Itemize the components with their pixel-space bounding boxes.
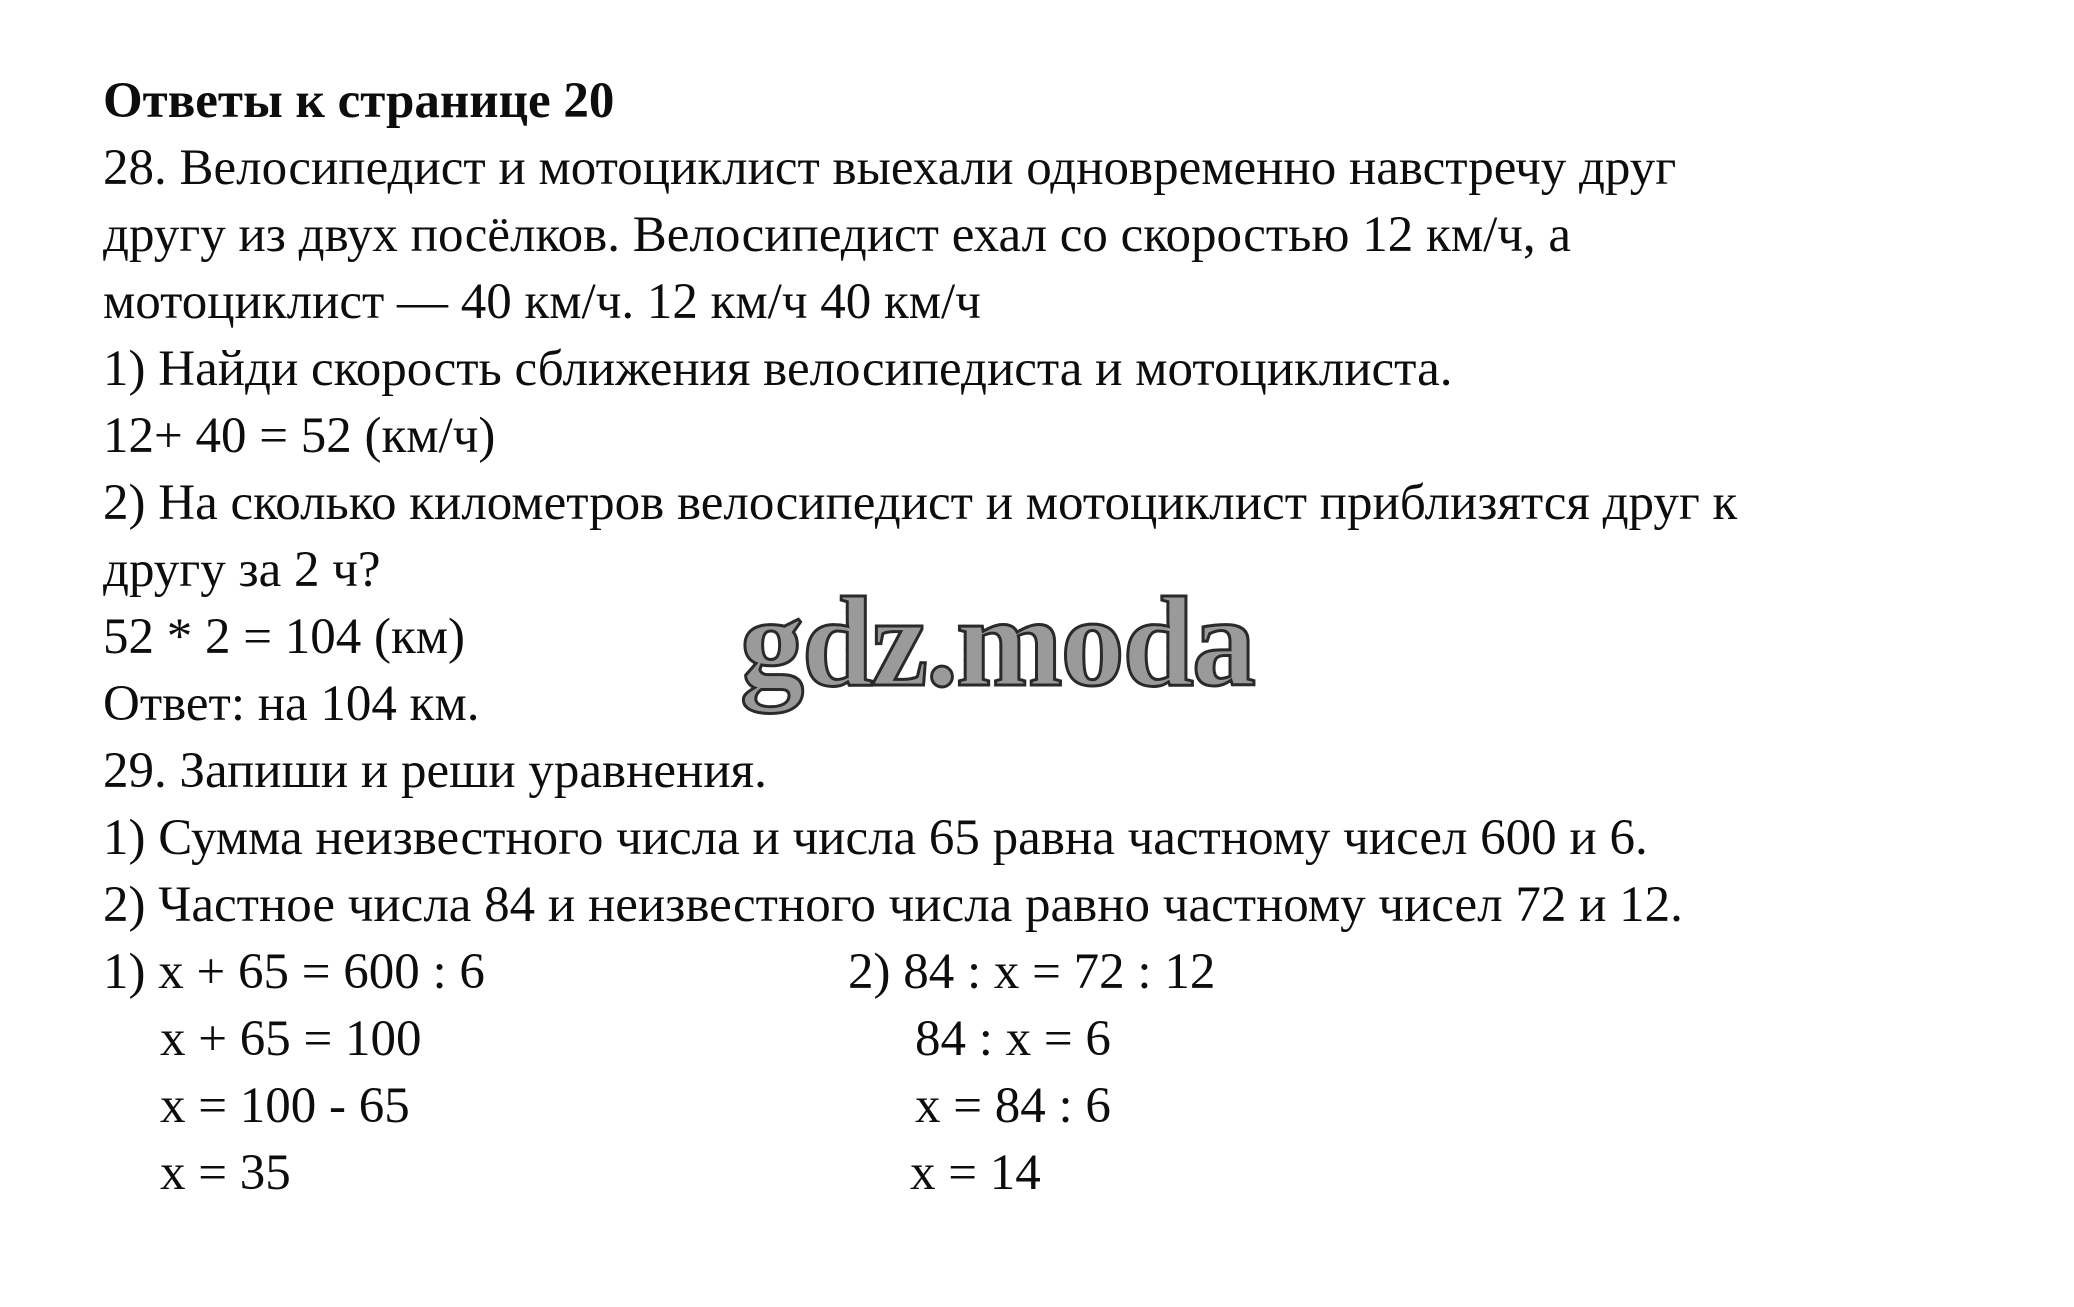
task28-final-answer: Ответ: на 104 км. (103, 676, 480, 732)
equation-1-line-4: x = 35 (160, 1145, 291, 1201)
equation-2-line-3: x = 84 : 6 (915, 1078, 1111, 1134)
watermark-logo: gdz.moda (740, 571, 1254, 713)
equation-2-line-4: x = 14 (910, 1145, 1041, 1201)
equation-2-line-2: 84 : x = 6 (915, 1011, 1111, 1067)
task28-statement-line-3: мотоциклист — 40 км/ч. 12 км/ч 40 км/ч (103, 274, 981, 330)
task28-question-1: 1) Найди скорость сближения велосипедиста и мотоциклиста. (103, 341, 1453, 397)
page-title: Ответы к странице 20 (103, 73, 615, 129)
task29-statement: 29. Запиши и реши уравнения. (103, 743, 767, 799)
task28-statement-line-1: 28. Велосипедист и мотоциклист выехали одновременно навстречу друг (103, 140, 1677, 196)
equation-1-line-3: x = 100 - 65 (160, 1078, 410, 1134)
task29-question-2: 2) Частное числа 84 и неизвестного числа равно частному чисел 72 и 12. (103, 877, 1683, 933)
task28-answer-1: 12+ 40 = 52 (км/ч) (103, 408, 496, 464)
task28-question-2-line-1: 2) На сколько километров велосипедист и мотоциклист приблизятся друг к (103, 475, 1738, 531)
task28-question-2-line-2: другу за 2 ч? (103, 542, 381, 598)
task28-statement-line-2: другу из двух посёлков. Велосипедист ехал со скоростью 12 км/ч, а (103, 207, 1572, 263)
equation-2-line-1: 2) 84 : x = 72 : 12 (848, 944, 1216, 1000)
task29-question-1: 1) Сумма неизвестного числа и числа 65 равна частному чисел 600 и 6. (103, 810, 1648, 866)
equation-1-line-1: 1) x + 65 = 600 : 6 (103, 944, 485, 1000)
task28-answer-2: 52 * 2 = 104 (км) (103, 609, 466, 665)
equation-1-line-2: x + 65 = 100 (160, 1011, 422, 1067)
